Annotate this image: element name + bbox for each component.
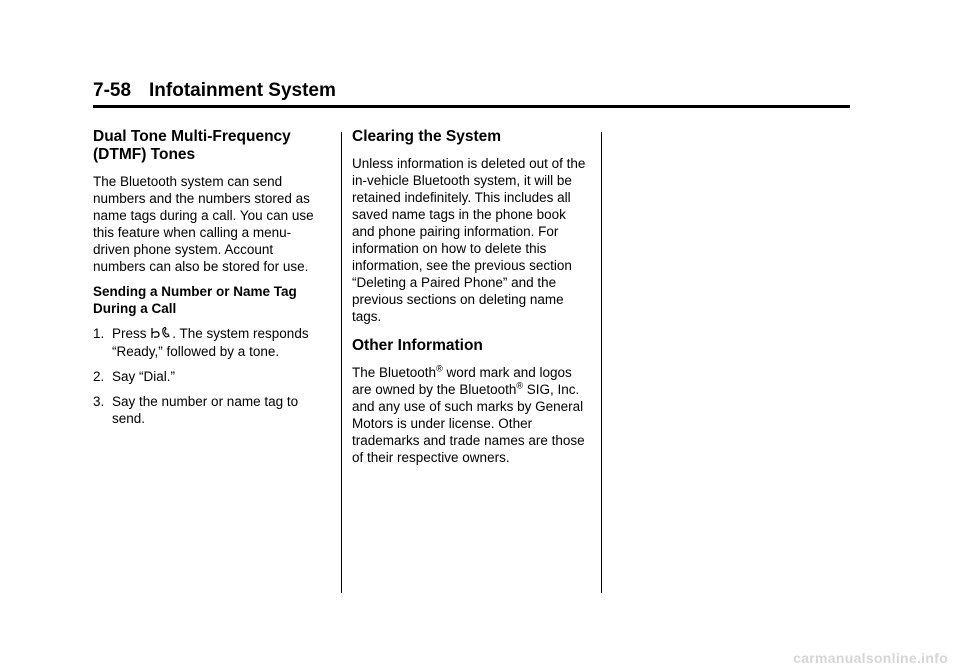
- step-text: [112, 325, 323, 360]
- column-middle: [352, 128, 592, 474]
- step-text: Say “Dial.”: [112, 369, 176, 384]
- step-3: [93, 393, 323, 427]
- other-info-part2: word mark and logos are owned by the Bluetooth: [352, 365, 572, 397]
- step-2: [93, 368, 323, 385]
- other-info-heading: Other Information: [352, 337, 483, 354]
- sending-subheading: Sending a Number or Name Tag During a Call: [93, 284, 297, 316]
- registered-mark: ®: [516, 380, 524, 391]
- dtmf-intro: The Bluetooth system can send numbers and the numbers stored as name tags during a call. You can use this feature when calling a menu-driven phone system. Account numbers can also be stored for use.: [93, 174, 314, 274]
- page-number: 7-58: [93, 80, 132, 101]
- section-title: Infotainment System: [149, 80, 336, 101]
- phone-icon: [161, 327, 172, 341]
- registered-mark: ®: [436, 363, 443, 374]
- step-1: [93, 325, 323, 360]
- step-1-prefix: Press: [112, 326, 151, 341]
- header-rule: [93, 105, 850, 108]
- step-1-suffix: . The system responds “Ready,” followed by a tone.: [112, 326, 309, 359]
- header-row: [93, 80, 850, 102]
- other-info-part1: The Bluetooth: [352, 365, 437, 380]
- dtmf-heading: Dual Tone Multi-Frequency (DTMF) Tones: [93, 128, 291, 163]
- step-number: 2.: [93, 369, 105, 384]
- page-header: [93, 80, 850, 108]
- step-number: 1.: [93, 326, 105, 341]
- other-info-part3: SIG, Inc. and any use of such marks by General Motors is under license. Other trademarks and trade names are those of their respective owners.: [352, 382, 585, 465]
- clearing-heading: Clearing the System: [352, 128, 502, 145]
- column-divider-2: [601, 132, 602, 593]
- step-text: Say the number or name tag to send.: [112, 394, 299, 426]
- column-divider-1: [341, 132, 342, 593]
- step-number: 3.: [93, 394, 105, 409]
- column-left: [93, 128, 323, 435]
- push-to-talk-icon: [150, 327, 161, 341]
- other-info-paragraph: [352, 364, 592, 466]
- clearing-paragraph: Unless information is deleted out of the in-vehicle Bluetooth system, it will be retained indefinitely. This includes all saved name tags in the phone book and phone pairing information. For information on how to delete this information, see the previous section “Deleting a Paired Phone” and the previous sections on deleting name tags.: [352, 156, 586, 324]
- watermark: carmanualsonline.info: [793, 650, 948, 666]
